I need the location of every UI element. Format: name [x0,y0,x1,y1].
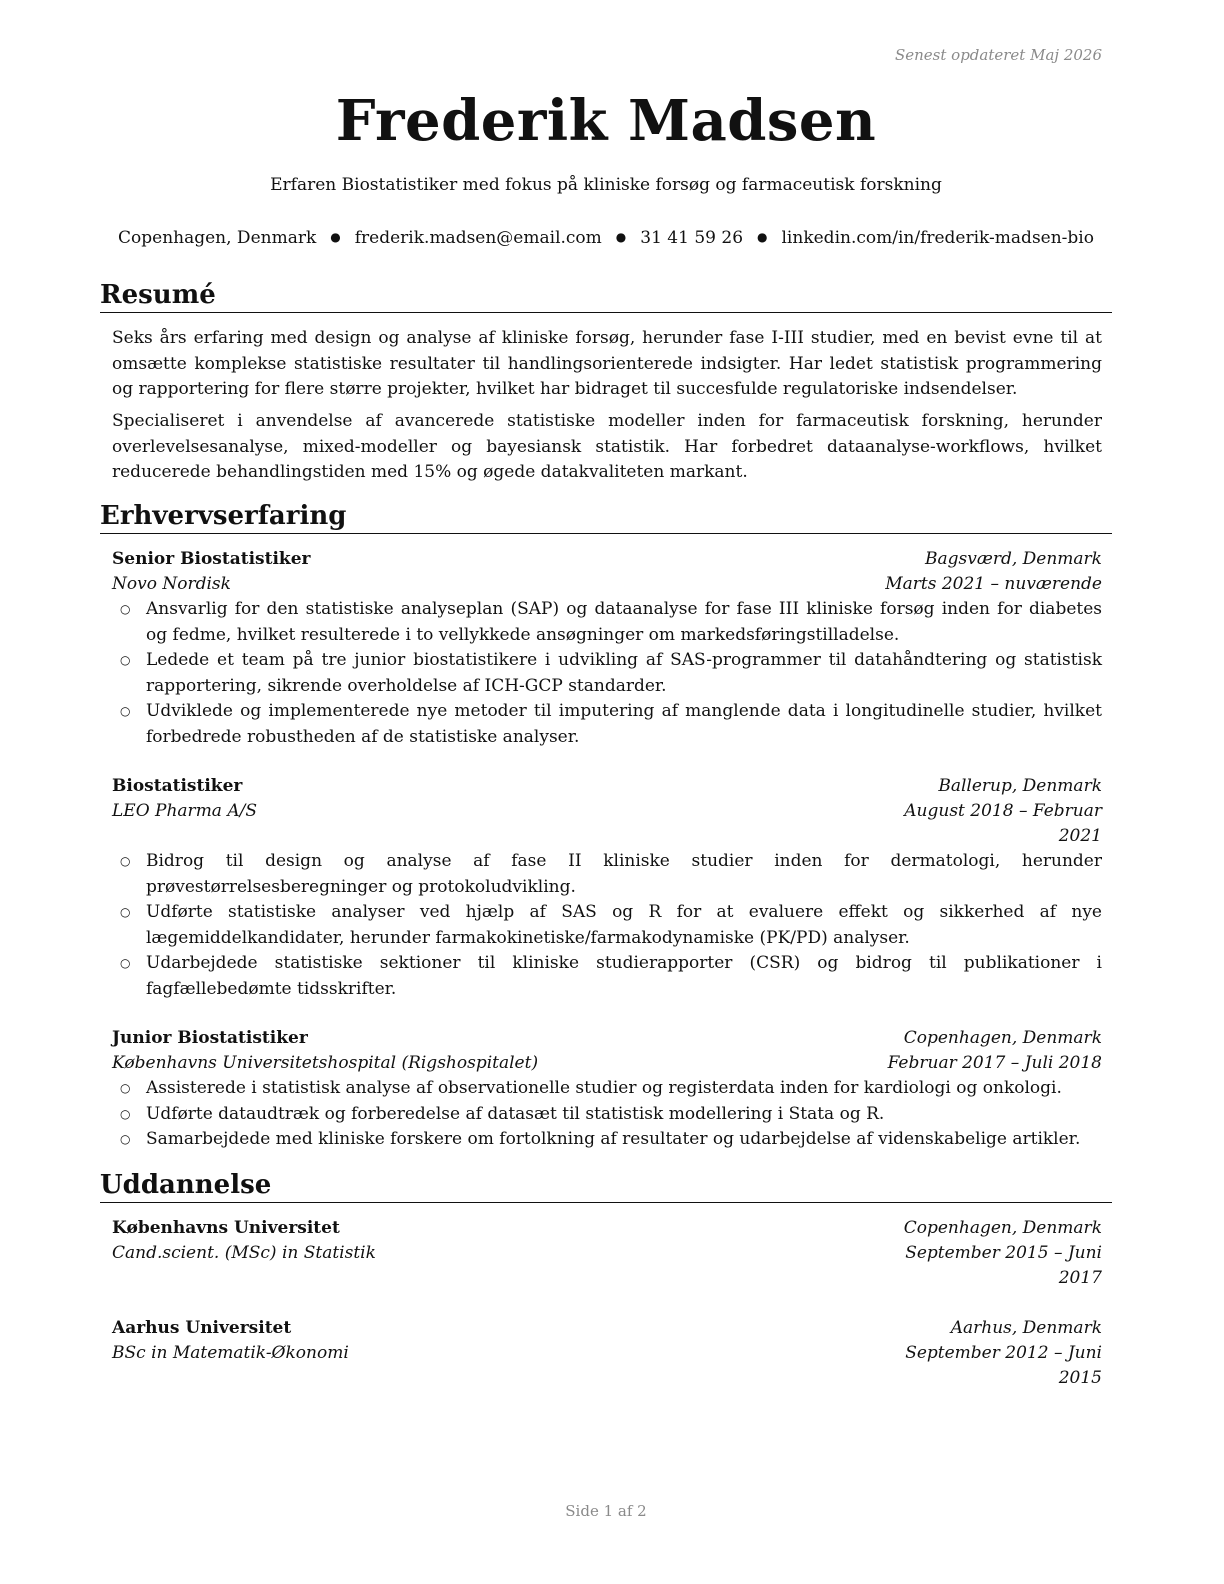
list-item [112,1102,1102,1128]
list-item [112,597,1102,648]
page-number: Side 1 af 2 [565,1502,647,1520]
job-role: Biostatistiker [112,776,243,796]
bullet-text: Ledede et team på tre junior biostatistikere i udvikling af SAS-programmer til datahåndtering og statistisk rapportering, sikrende overholdelse af ICH-GCP standarder. [146,650,1102,696]
candidate-name: Frederik Madsen [335,88,877,154]
degree-name: Cand.scient. (MSc) in Statistik [112,1243,376,1263]
bullet-text: Bidrog til design og analyse af fase II kliniske studier inden for dermatologi, herunder prøvestørrelsesberegninger og protokoludvikling. [146,851,1102,897]
job-bullet-list [112,849,1102,1002]
school-location: Copenhagen, Denmark [903,1218,1102,1238]
list-item [112,900,1102,951]
job-header-row [112,1026,1102,1051]
job-bullet-list [112,1076,1102,1153]
contact-email-link[interactable]: frederik.madsen@email.com [354,228,602,248]
contact-location: Copenhagen, Denmark [118,228,317,248]
contact-phone[interactable]: 31 41 59 26 [640,228,744,248]
job-subheader-row [112,1051,1102,1076]
contact-linkedin-link[interactable]: linkedin.com/in/frederik-madsen-bio [781,228,1094,248]
school-location: Aarhus, Denmark [950,1318,1102,1338]
hollow-circle-bullet-icon: ○ [120,1132,131,1146]
hollow-circle-bullet-icon: ○ [120,1106,131,1121]
education-entry [112,1316,1102,1391]
education-entry [112,1216,1102,1291]
job-location: Bagsværd, Denmark [925,549,1102,569]
section-title-summary: Resumé [100,278,1112,313]
bullet-text: Udførte statistiske analyser ved hjælp af SAS og R for at evaluere effekt og sikkerhed af nye lægemiddelkandidater, herunder farmakokinetiske/farmakodynamiske (PK/PD) analyser. [146,902,1102,948]
job-location: Ballerup, Denmark [938,776,1102,796]
list-item [112,849,1102,900]
hollow-circle-bullet-icon: ○ [120,1081,131,1095]
hollow-circle-bullet-icon: ○ [120,653,131,667]
job-header-row [112,547,1102,572]
school-name: Københavns Universitet [112,1218,340,1238]
contact-separator-icon: ● [330,230,341,244]
education-dates: September 2015 – Juni 2017 [905,1243,1102,1288]
job-entry [112,547,1102,750]
bullet-text: Samarbejdede med kliniske forskere om fortolkning af resultater og udarbejdelse af videnskabelige artikler. [146,1129,1081,1149]
education-subheader-row [112,1241,1102,1291]
education-header-row [112,1216,1102,1241]
bullet-text: Udarbejdede statistiske sektioner til kliniske studierapporter (CSR) og bidrog til publikationer i fagfællebedømte tidsskrifter. [146,953,1102,999]
education-dates: September 2012 – Juni 2015 [905,1343,1102,1388]
bullet-text: Udviklede og implementerede nye metoder til imputering af manglende data i longitudinelle studier, hvilket forbedrede robustheden af de statistiske analyser. [146,701,1102,747]
section-title-education: Uddannelse [100,1168,1112,1203]
job-entry [112,1026,1102,1153]
job-bullet-list [112,597,1102,750]
resume-page [100,0,1112,1584]
hollow-circle-bullet-icon: ○ [120,854,131,868]
bullet-text: Ansvarlig for den statistiske analyseplan (SAP) og dataanalyse for fase III kliniske forsøg inden for diabetes og fedme, hvilket resulterede i to vellykkede ansøgninger om markedsføringstilladelse. [146,599,1102,645]
contact-separator-icon: ● [757,230,768,244]
education-header-row [112,1316,1102,1341]
list-item [112,951,1102,1002]
job-subheader-row [112,799,1102,849]
last-updated-note: Senest opdateret Maj 2026 [894,46,1102,64]
job-role: Senior Biostatistiker [112,549,311,569]
job-company: LEO Pharma A/S [112,801,257,821]
job-company: Københavns Universitetshospital (Rigshospitalet) [112,1053,539,1073]
list-item [112,1076,1102,1102]
hollow-circle-bullet-icon: ○ [120,602,131,616]
job-subheader-row [112,572,1102,597]
job-header-row [112,774,1102,799]
bullet-text: Udførte dataudtræk og forberedelse af datasæt til statistisk modellering i Stata og R. [146,1103,885,1124]
degree-name: BSc in Matematik-Økonomi [112,1343,349,1363]
job-dates: Marts 2021 – nuværende [885,574,1102,594]
candidate-tagline: Erfaren Biostatistiker med fokus på kliniske forsøg og farmaceutisk forskning [270,175,942,195]
summary-paragraph: Specialiseret i anvendelse af avancerede statistiske modeller inden for farmaceutisk forskning, herunder overlevelsesanalyse, mixed-modeller og bayesiansk statistik. Har forbedret dataanalyse-workflows, hvilket reducerede behandlingstiden med 15% og øgede datakvaliteten markant. [112,411,1102,482]
job-company: Novo Nordisk [112,574,231,594]
bullet-text: Assisterede i statistisk analyse af observationelle studier og registerdata inden for kardiologi og onkologi. [146,1078,1062,1098]
contact-line [100,228,1112,248]
list-item [112,699,1102,750]
hollow-circle-bullet-icon: ○ [120,704,131,718]
list-item [112,1127,1102,1153]
list-item [112,648,1102,699]
summary-paragraph: Seks års erfaring med design og analyse af kliniske forsøg, herunder fase I-III studier, med en bevist evne til at omsætte komplekse statistiske resultater til handlingsorienterede indsigter. Har ledet statistisk programmering og rapportering for flere større projekter, hvilket har bidraget til succesfulde regulatoriske indsendelser. [112,328,1102,399]
hollow-circle-bullet-icon: ○ [120,905,131,919]
job-entry [112,774,1102,1002]
contact-separator-icon: ● [615,230,627,244]
job-location: Copenhagen, Denmark [903,1028,1102,1048]
education-subheader-row [112,1341,1102,1391]
school-name: Aarhus Universitet [112,1318,292,1338]
job-dates: August 2018 – Februar 2021 [904,801,1102,846]
hollow-circle-bullet-icon: ○ [120,956,131,970]
job-role: Junior Biostatistiker [112,1028,308,1048]
job-dates: Februar 2017 – Juli 2018 [887,1053,1102,1073]
section-title-experience: Erhvervserfaring [100,499,1112,534]
